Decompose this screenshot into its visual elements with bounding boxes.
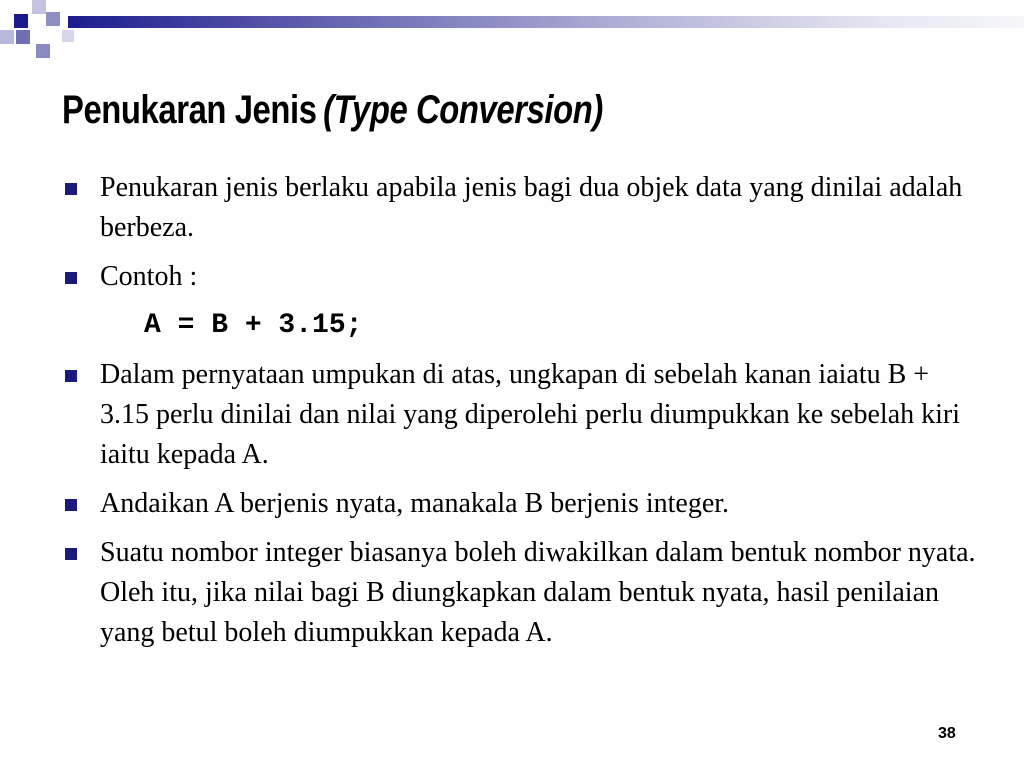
- list-item: [62, 355, 982, 475]
- bullet-text: Contoh :: [100, 261, 198, 292]
- bullet-text: Suatu nombor integer biasanya boleh diwakilkan dalam bentuk nombor nyata. Oleh itu, jika nilai bagi B diungkapkan dalam bentuk nyata, hasil penilaian yang betul boleh diumpukkan kepada A.: [100, 537, 976, 648]
- square-bullet-icon: [65, 183, 77, 195]
- decor-square: [62, 30, 74, 42]
- decor-square: [32, 0, 46, 14]
- decor-square: [16, 30, 30, 44]
- title-english: (Type Conversion): [323, 88, 603, 132]
- decor-square: [36, 44, 50, 58]
- list-item: [62, 484, 982, 524]
- slide-title: [62, 82, 603, 138]
- bullet-list: [62, 168, 982, 653]
- square-bullet-icon: [65, 548, 77, 560]
- bullet-text: Dalam pernyataan umpukan di atas, ungkapan di sebelah kanan iaiatu B + 3.15 perlu dinilai dan nilai yang diperolehi perlu diumpukkan ke sebelah kiri iaitu kepada A.: [100, 359, 961, 470]
- square-bullet-icon: [65, 499, 77, 511]
- square-bullet-icon: [65, 272, 77, 284]
- decor-square: [46, 12, 60, 26]
- decor-square: [14, 14, 28, 28]
- title-main: Penukaran Jenis: [62, 88, 317, 132]
- bullet-text: Andaikan A berjenis nyata, manakala B berjenis integer.: [100, 488, 730, 519]
- list-item: [62, 257, 982, 297]
- list-item: [62, 533, 982, 653]
- square-bullet-icon: [65, 370, 77, 382]
- code-example: A = B + 3.15;: [144, 310, 363, 341]
- page-number: 38: [938, 725, 956, 742]
- header-gradient-rule: [68, 16, 1024, 28]
- list-item: [62, 168, 982, 248]
- decor-square: [0, 30, 14, 44]
- bullet-text: Penukaran jenis berlaku apabila jenis bagi dua objek data yang dinilai adalah berbeza.: [100, 172, 963, 243]
